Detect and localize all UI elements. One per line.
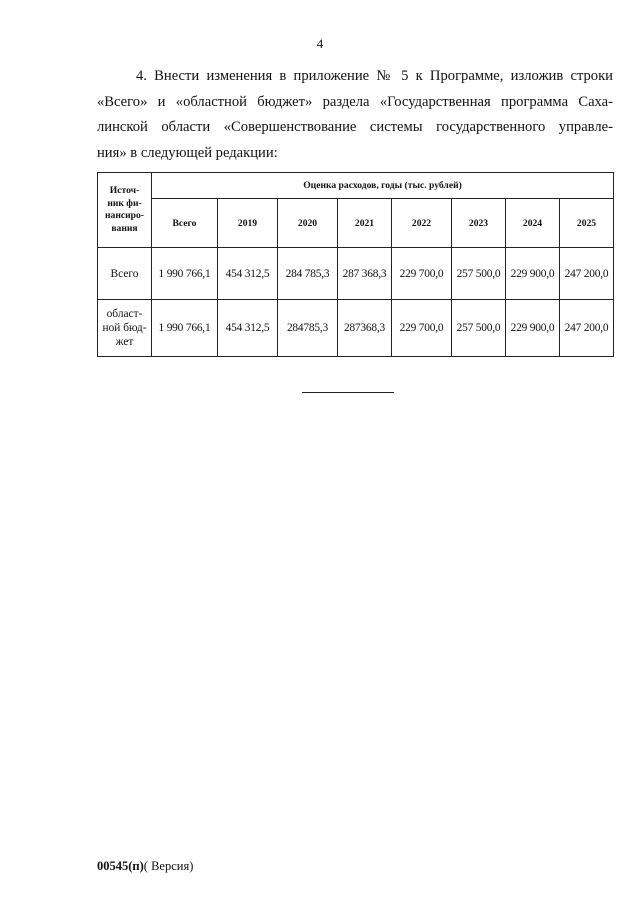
cell-total-2023: 257 500,0 — [452, 248, 506, 300]
cell-regional-2021: 287368,3 — [338, 300, 392, 357]
row-label-line: област- — [106, 308, 143, 320]
paragraph-line-3: линской области «Совершенствование системы государственного управле- — [97, 119, 613, 135]
cell-regional-2024: 229 900,0 — [506, 300, 560, 357]
paragraph-line-4: ния» в следующей редакции: — [97, 144, 278, 161]
cell-regional-2025: 247 200,0 — [560, 300, 614, 357]
row-label-total — [98, 248, 152, 300]
table-row — [98, 300, 614, 357]
document-code: 00545(п) — [97, 859, 144, 873]
column-header-2025: 2025 — [560, 199, 614, 248]
page-number: 4 — [316, 36, 324, 51]
amendment-paragraph — [97, 64, 613, 166]
footer-document-code — [97, 859, 193, 874]
paragraph-line-2: «Всего» и «областной бюджет» раздела «Государственная программа Саха- — [97, 93, 613, 110]
cell-total-2019: 454 312,5 — [218, 248, 278, 300]
column-header-2022: 2022 — [392, 199, 452, 248]
cell-total-2025: 247 200,0 — [560, 248, 614, 300]
row-label-line: ной бюд- — [102, 322, 147, 334]
source-header-line: вания — [111, 222, 138, 234]
column-header-total: Всего — [152, 199, 218, 248]
cell-total-2024: 229 900,0 — [506, 248, 560, 300]
estimate-header: Оценка расходов, годы (тыс. рублей) — [152, 173, 614, 199]
source-header-line: Источ- — [109, 185, 140, 196]
document-version: ( Версия) — [143, 859, 194, 873]
section-divider — [302, 392, 394, 393]
column-header-2019: 2019 — [218, 199, 278, 248]
budget-table — [97, 172, 614, 357]
table-row — [98, 248, 614, 300]
row-label-regional-budget — [98, 300, 152, 357]
column-header-2023: 2023 — [452, 199, 506, 248]
source-header-line: нансиро- — [105, 210, 144, 221]
cell-total-all: 1 990 766,1 — [152, 248, 218, 300]
source-header-line: ник фи- — [107, 197, 142, 209]
cell-regional-2022: 229 700,0 — [392, 300, 452, 357]
paragraph-line-1: 4. Внести изменения в приложение № 5 к Программе, изложив строки — [136, 68, 613, 84]
cell-regional-2020: 284785,3 — [278, 300, 338, 357]
column-header-2021: 2021 — [338, 199, 392, 248]
cell-regional-2019: 454 312,5 — [218, 300, 278, 357]
column-header-2020: 2020 — [278, 199, 338, 248]
cell-regional-2023: 257 500,0 — [452, 300, 506, 357]
cell-total-2020: 284 785,3 — [278, 248, 338, 300]
cell-total-2022: 229 700,0 — [392, 248, 452, 300]
column-header-2024: 2024 — [506, 199, 560, 248]
cell-regional-all: 1 990 766,1 — [152, 300, 218, 357]
row-label-line: Всего — [110, 267, 139, 280]
row-label-line: жет — [115, 336, 134, 348]
source-header — [98, 173, 152, 248]
cell-total-2021: 287 368,3 — [338, 248, 392, 300]
